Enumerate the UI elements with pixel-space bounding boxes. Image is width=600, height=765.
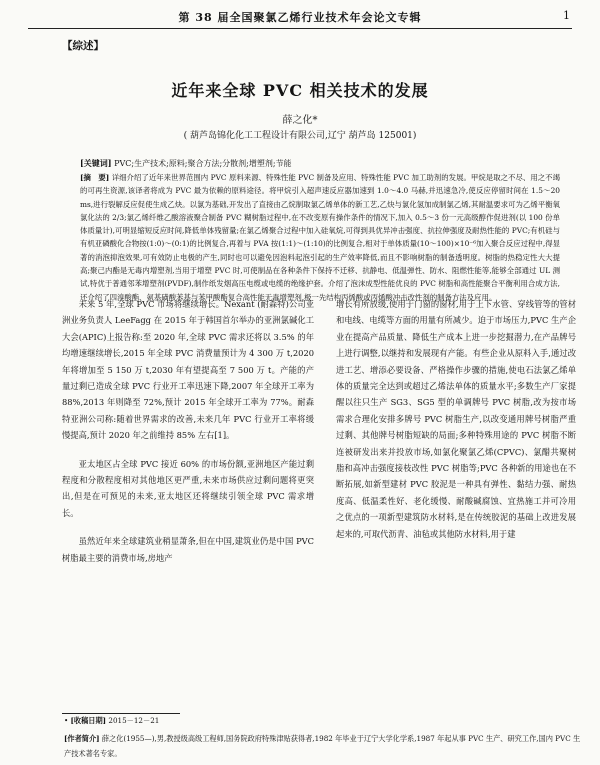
footnote-received: • [收稿日期] 2015－12－21 <box>64 716 160 725</box>
section-tag: 【综述】 <box>62 40 104 52</box>
keywords-text: PVC;生产技术;原料;聚合方法;分散剂;增塑剂;节能 <box>111 159 292 168</box>
keywords-line <box>80 157 560 170</box>
body-paragraph: 增长有所放缓,使用于门窗的窗材,用于上下水管、穿线管等的管材和电线、电缆等方面的用量有所减少。迫于市场压力,PVC 生产企业在提高产品质量、降低生产成本上进一步挖掘潜力,在产品牌号上进行调整,以继持和发展现有产能。有些企业从原料入手,通过改进工艺、增添必要设备、严格操作步骤的措施,使电石法氯乙烯单体的质量完全达到或超过乙烯法单体的质量水平;多数生产厂家提醒以往只生产 SG3、SG5 型的单调牌号 PVC 树脂,改为按市场需求合理化安排多牌号 PVC 树脂生产,以改变通用牌号树脂严重过剩、其他牌号树脂短缺的局面;多种特殊用途的 PVC 树脂不断连被研发出来并投放市场,如氯化聚氯乙烯(CPVC)、氯醋共聚树脂和高冲击强度接枝改性 PVC 树脂等;PVC 各种新的用途也在不断拓展,如新型建材 PVC 胶泥是一种具有弹性、黏结力强、耐热度高、低温柔性好、老化缓慢、耐酸碱腐蚀、宜热施工并可冷用之优点的一项新型建筑防水材料,是在传统胶泥的基础上改进发展起来的,可取代沥青、油毡或其他防水材料,用于建 <box>336 299 576 539</box>
page-number: 1 <box>563 9 570 22</box>
body-paragraph: 亚太地区占全球 PVC 接近 60% 的市场份额,亚洲地区产能过剩程度和分散程度相对其他地区更严重,未来市场供应过剩问题将更突出,但是在可预见的未来,亚太地区还将继续引领全球 PVC 需求增长。 <box>62 458 314 518</box>
footnote-author-bio <box>64 731 584 761</box>
running-header <box>28 6 572 29</box>
body-column-left <box>62 296 314 566</box>
author-bio-label: [作者简介] <box>64 734 100 743</box>
author-bio-text: 薛之化(1955—),男,教授级高级工程师,国务院政府特殊津贴获得者,1982 年毕业于辽宁大学化学系,1987 年起从事 PVC 生产、研究工作,国内 PVC 生产技术著名专家。 <box>64 734 581 758</box>
footnote-divider <box>62 713 180 714</box>
abstract <box>80 171 560 304</box>
received-date: 2015－12－21 <box>106 716 160 725</box>
author-name: 薛之化* <box>282 115 318 126</box>
author-affiliation: ( 葫芦岛锦化化工工程设计有限公司,辽宁 葫芦岛 125001) <box>183 131 417 141</box>
body-column-right <box>336 296 576 542</box>
body-paragraph: 未来 5 年,全球 PVC 市场将继续增长。Nexant (耐森特)公司亚洲业务负责人 LeeFagg 在 2015 年于韩国首尔举办的亚洲氯碱化工大会(APIC)上报告称:至 2020 年,全球 PVC 需求还将以 3.5% 的年均增速继续增长,2015 年全球 PVC 消费量预计为 4 300 万 t,2020 年将增加至 5 150 万 t,2030 年有望提高至 7 500 万 t。产能的产量过剩已造成全球 PVC 行业开工率迅速下降,2007 年全球开工率为 88%,2013 年则降至 72%,预计 2015 年全球开工率为 77%。耐森特亚洲公司称:随着世界需求的改善,未来几年 PVC 行业开工率将缓慢提高,预计 2020 年之前维持 85% 左右[1]。 <box>62 299 314 441</box>
received-label: [收稿日期] <box>70 716 107 725</box>
journal-title: 第 38 届全国聚氯乙烯行业技术年会论文专辑 <box>178 11 422 24</box>
abstract-text: 详细介绍了近年来世界范围内 PVC 原料来源、特殊性能 PVC 制备及应用、特殊性能 PVC 加工助剂的发展。甲烷是取之不尽、用之不竭的可再生资源,该译者将成为 PVC 最为依赖的原料途径。将甲烷引入超声速反应器加速到 1.0～4.0 马赫,并迅速急冷,使反应停留时间在 1.5～20 ms,进行裂解反应促使生成乙炔。以氯为基础,开发出了直接由乙烷制取氯乙烯单体的新工艺,乙炔与氯化氢加成制氯乙烯,其耐温要求可为乙烯平衡氧氯化法的 2/3;氯乙烯纤维乙酸溶液聚合制备 PVC 糊树脂过程中,在不改变原有操作条件的情况下,加入 0.5～3 份一元高级醇作促进剂(以 100 份单体质量计),可明显缩短反应时间,降低单体残留量;在氯乙烯聚合过程中加入硅氧烷,可得到具优异冲击强度、抗拉伸强度及耐热性能的 PVC;有机硅与有机亚磷酸化合物按(1:0)～(0:1)的比例复合,再着与 PVA 按(1:1)～(1:10)的比例复合,相对于单体质量(10～100)×10⁻⁶加入聚合反应过程中,得显著的消泡抑泡效果,可有效防止电极的产生,同时也可以避免因泡料起泡引起的生产效率降低,而且不影响树脂的制备透明度。树脂的热稳定性大大提高;聚己内酯是无毒内增塑剂,当用于增塑 PVC 时,可使制品在各种条件下保持不迁移、抗静电、低温弹性、防水、阻燃性能等,能够全部通过 UL 测试,特优于普通邻苯增塑剂(PVDF),制作纸发烟高压电缆或电缆的绝缘护套。介绍了泡沫成型性能优良的 PVC 树脂和高性能聚合平衡利用合成方法,还介绍了四溴酸酯、氨基磺酸苯基与苯甲酸酯复合高性能无毒增塑剂,极一先结构丙烯酸或丙烯酸冲击改性剂的制备方法及应用。 <box>80 173 560 302</box>
abstract-label: [摘 要] <box>80 173 110 182</box>
article-title: 近年来全球 PVC 相关技术的发展 <box>171 81 429 100</box>
keywords-label: [关键词] <box>80 158 112 168</box>
body-paragraph: 虽然近年来全球建筑业稍显萧条,但在中国,建筑业仍是中国 PVC 树脂最主要的消费市场,房地产 <box>62 536 314 563</box>
